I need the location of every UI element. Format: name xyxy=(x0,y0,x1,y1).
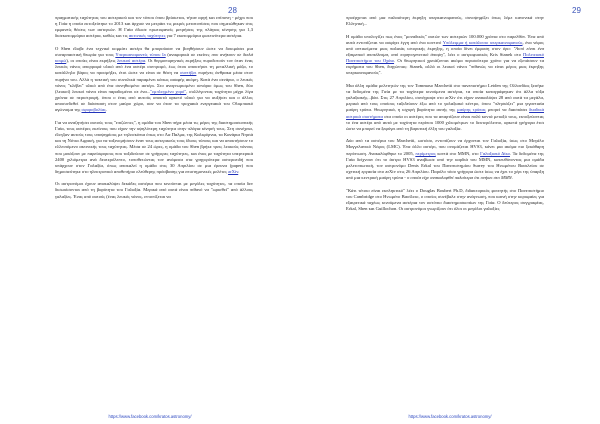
left-footer-link[interactable]: https://www.facebook.com/kratos.astronomy/ xyxy=(108,414,192,419)
text-run: Δύο από τα αστέρια του Marchetti, ωστόσο, εντοπίζουν να έρχονται τον Γαλαξία, ίσως στο Μεγάλο Μαγγελανικό Νέφος (LMC). Ένα άλλο αστέρι, που ονομάζεται HVS3, κάνει μια ακόμα πιο ξεκάθαρη περίπτωση. Ανακαλύφθηκε το 2005, xyxy=(346,138,544,156)
text-run: . Τα δεδομένα της Γαία δείχνουν ότι το άστρο HVS3 αναβίωσε από την καρδιά του MMN, κατευθύνοντας μια ομάδα μελετοπιωτική, τον αστρονόμο Denis Erkal του Πανεπιστημίου Surrey του Ηνωμένου Βασιλείου σε σχετική εργασία στο arXiv στις 26 Απριλίου. Παρόλο τόσο γρήγορα ώστε ίσως να έχει το χέρι της ύπαρξη από μια κεντρική μαύρη τρύπα - xyxy=(346,150,544,181)
text-run: , συλλέγοντας ταχύτητα μέχρι λίγα χρόνια σε περιστροφή, όπου ο ένας από αυτούς αποκτά αρκετό υλικό για να αυξήσει και ο άλλος αποσυνδεθεί σε διάσπαση στον μαύρο χώρο, σαν να όταν τα τροχιακά ενεργειακά του Ολυμπιακό αγώνισμα της xyxy=(55,88,254,113)
text-run: Η ομάδα υπολογίζει πως ένας "μοναδικός" αυτών των αστεριών 100.000 χρόνια στο παρελθόν. Ένα από αυτά εντοπίζεται να ασφίγει έγγη από ένα κοντινό xyxy=(346,33,544,45)
inline-link[interactable]: συντήξει xyxy=(180,70,197,76)
paragraph xyxy=(55,15,253,40)
text-run: πραγματικής ταχύτητας του αστερικού και τον τόπου όπου βρίσκεται, τήταν αργή και επίπονη - μέχρι που η Γαία η οποία εκτοξεύτηκε το 2013 και άρχισε να μετράει τις μικρές μετατοπίσεις που σημειώθηκαν στις εμφανείς θέσεις των αστεριών. Η Γαία έδωσε πρωτοφανείς μετρήσεις της πλάγιας κίνησης για 1,3 δισεκατομμύρια αστέρια, καθώς και τις xyxy=(55,15,253,39)
inline-link[interactable]: Γαλαξιακό Δίκο xyxy=(480,150,510,156)
left-text-column xyxy=(55,15,253,206)
text-run: . xyxy=(105,107,107,113)
text-run: Για να αναζητήσει αυτούς τους "επιζώντες", η ομάδα του Shen πήρε μέσα τις μέρες της διαστημοσκοπικής Γαία, τους αστέρες εκείνους που είχαν την υψηλότερη ταχύτητα στην πλάγια κίνησή τους. Στη συνέχεια, έλεγξαν αυτούς τους υποψηφίους με τηλεσκόπια όπως στο Λα Παλμα, της Καλιφόρνια, τα Κανάρια Νησιά και τη Νότια Αφρική, για να ταξινομήσουν έναν τους αστερικούς τους ίδιους τύπους και να αποκτήσουν το ελλειπόμενο ακτινικής τους ταχύτητας. Μέσα σε 24 ώρες, η ομάδα του Shen βρήκε τρεις λευκούς νάνους που μοιάζουν με παρείσφορους που ταξιδεύουν σε γρήγορες ταχύτητες, και ένας με ταχύτητα υπερτερικά 2400 χιλιόμετρα ανά δευτερόλεπτο, τοποθετώντας τον ανάμεσα στα γρηγορότερα αστεροειδή που υπάρχουν στον Γαλαξία, όπως αποκαλεί η ομάδα στις 30 Απριλίου σε μια έρευνα (paper) που δημοσιεύτηκε στο ηλεκτρονικό αποθετήριο ελεύθερης πρόσβασης για επιστημονικές μελέτες xyxy=(55,119,253,174)
inline-link[interactable]: Υπόλειμμα ή κατάλοιπο υπερκαινοφανούς xyxy=(442,39,523,45)
right-text-column xyxy=(346,15,544,218)
text-run: . Οι θερμοπυρηνικές εκρήξεις πυροδοτούν τον όταν ένας λευκός νάνος απορροφά υλικό από ένα αστέρι συντροφό, έως ότου αποκτήσει τη μεταλλική μάζα, το κατάλληλο βάρος να προσμήξει, έτσι ώστε να είναι σε θέση να xyxy=(55,58,253,76)
text-run: . xyxy=(238,168,240,174)
inline-link[interactable]: λευκού αστέρα xyxy=(117,58,146,64)
inline-link[interactable]: Υπερκαινοφανείς τύπου Ia xyxy=(115,51,166,57)
inline-link[interactable]: μαύρης τρύπας xyxy=(457,107,486,113)
paragraph xyxy=(346,34,544,77)
text-run: προέρχεται από μια παλαιότερη έκρηξη υπερκαινοφανούς, συνοψηφίζει όπως λέμε κανονικά στην Ελληνική... xyxy=(346,15,544,27)
paragraph xyxy=(346,15,544,27)
text-run: (αναφορικά σε xyxy=(165,51,197,57)
text-run: πυρήνες άνθρακα μέσα στον πυρήνα του. Αλλά η τακτική του συνολικά παραμένει κάπως ασαφής ακόμη. Κατά ένα σενάριο, ο λευκός νάνος "κλέβει" υλικό από ένα συνηθισμένο αστέρι. Στο αναγνωρισμένο σενάριο όμως του Shen, δύο (λευκοί) λευκοί νάνοι είναι παραδομένοι σε ένα... xyxy=(55,70,253,94)
inline-link[interactable]: Πολιτειακό Πανεπιστήμιο του Οχάιο xyxy=(346,51,544,64)
text-run: Μια άλλη ομάδα μελετητών της τον Tommaso Marchetti στο πανεπιστήμιο Leiden της Ολλανδίας ξεσήκε τα δεδομένα της Γαία με τα ταχύτερα κινούμενα αστέρια, τα οποία καταγράφηκαν ότι άλλα τόξα γαλαξιακής...βάσ. Στις 27 Απριλίου, συνέγραψε στο arXiv ότι είχαν ανακαλύψει 28 από αυτά τα μεγάλα, μερικά από τους οποίους ταξιδεύουν έξω από το γαλαξιακό κέντρο, όπου "πλησιάζει" μια γιγαντιαία μαύρη τρύπα. Θεωρητικά, η ισχυρή βαρύτητα αυτής της xyxy=(346,82,544,113)
inline-link[interactable]: περίμετρος xyxy=(415,150,436,156)
inline-link[interactable]: κοιμώ xyxy=(55,58,67,64)
left-page-number: 28 xyxy=(228,6,237,15)
right-page-number: 29 xyxy=(572,6,581,15)
paragraph xyxy=(55,181,253,199)
text-run: εκείνες που ανήκουν σε διπλά xyxy=(196,51,253,57)
inline-link[interactable]: ακτινικές ταχύτητες xyxy=(128,33,166,39)
right-page xyxy=(300,0,600,424)
text-run: , ένα νέφος από αντικείμενα μιας παλαιάς ιστορικής έκρηξης, η οποία δίνει έμφαση στον όρο: xyxy=(346,39,544,51)
paragraph xyxy=(55,120,253,175)
text-run: ), οι οποίες είναι εκρήξεις xyxy=(66,58,118,64)
text-run: ο οποία είχε ανακαλυφθεί παλιότερα ότι ονήκει στο MMN. xyxy=(406,175,513,181)
text-run: "Αυτό είναι ένα εξαιρετικό αποτέλεσμα, από πυρηνογενετικό άποψη" xyxy=(346,45,545,57)
text-run: για 7 εκατομμύρια φωτεινότερα αστέρια. xyxy=(165,33,243,39)
text-run: στα οποία οι αστέρες που τα απαρτίζουν είναι πολύ κοντά μεταξύ τους, εκτοξεύοντας το ένα αστέρι από αυτά με ταχύτητα περίπου 1000 χιλιομέτρων το δευτερόλεπτο, αρκετά γρήγορα έτσι ώστε να μπορεί να ξεφύγει από τη βαρυτική έλξη του γαλαξία. xyxy=(346,113,544,131)
inline-link[interactable]: arXiv xyxy=(228,168,239,174)
inline-link[interactable]: "εμπλεγμένο χορό" xyxy=(150,88,187,94)
paragraph xyxy=(55,46,253,114)
paragraph xyxy=(346,138,544,181)
text-run: , λέει ο αστροφυσικός Kris Stanek στο xyxy=(444,51,524,57)
inline-link[interactable]: σφυροβολίας xyxy=(81,107,106,113)
inline-link[interactable]: δυαδικά αστρικά συστήματα xyxy=(346,107,545,119)
paragraph xyxy=(346,83,544,132)
text-run: Οι αστρονόμοι έχουν ανακαλύψει δεκάδες αστέρια που κινούνται με μεγάλες ταχύτητες, τα οποία δεν δισωυίσονται από τη βαρύτητα του Γαλαξία. Μερικά από αυτά είναι πιθανό να "ωρισθεί" από άλλους γαλαξίες. Ένας από αυτούς (ένας λευκός νάνος, εντοπίζεται να xyxy=(55,181,253,199)
text-run: "Κάτι τέτοιο είναι εκπληκτικό" λέει ο Douglas Boubert Ph.D, διδακτορικός φοιτητής στο Πανεπιστήμιο του Cambridge στο Ηνωμένο Βασίλειο, ο οποίος συνέβαλε στην ανάγνωση, που καινή στην κορυφαίες για εξαιρετικά ταχέως κινούμενα αστέρια τον οστόπιο διαστημοσκοπίων της Γαία. Ο δεύτερος συγγραφέας, Erkal, Shen και Guillochon. Οι αστρονόμοι γνωρίζουν ότι όλοι οι μεγάλοι γαλαξίες xyxy=(346,187,544,211)
text-run: μπορεί να διασπάσει xyxy=(485,107,530,113)
paragraph xyxy=(346,188,544,213)
text-run: . Οι θεωρητικοί χρειάζονται ακόμα περισσότερο χρόνο για να εξετάσουν τα ευρήματα του Shen, διηγώντας: Stanek, αλλά οι λευκοί νάνοι "πιθανώς να είναι μέρος μιας έκρηξης υπερκαινοφανούς". xyxy=(346,58,544,76)
right-footer-link[interactable]: https://www.facebook.com/kratos.astronomy/ xyxy=(408,414,492,419)
text-run: Ο Shen έλαβε ένα τεχνικό κομμάτι αστέρι θα μπορούσαν να βοηθήσουν ώστε να δοκιμάσει μια συναρπαστική θεωρία για τους xyxy=(55,45,253,57)
text-run: κοντά στο MMN, στο xyxy=(435,150,481,156)
